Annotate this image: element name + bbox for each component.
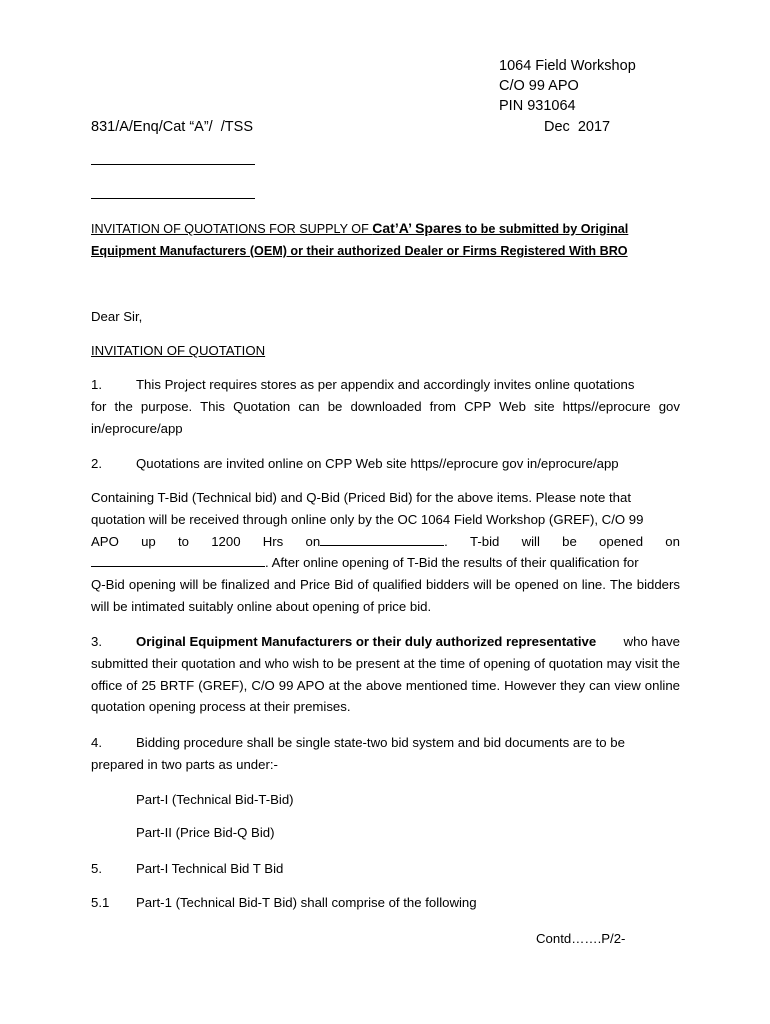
- paragraph-text: Part-I Technical Bid T Bid: [136, 861, 284, 876]
- address-line: C/O 99 APO: [499, 78, 579, 94]
- paragraph-number: 4.: [91, 735, 102, 750]
- addressee-blank-line: [91, 198, 255, 199]
- tbid-date-blank: [91, 554, 265, 567]
- part-item: Part-I (Technical Bid-T-Bid): [136, 792, 294, 807]
- subject-item: Cat’A’ Spares: [372, 220, 462, 236]
- part-item: Part-II (Price Bid-Q Bid): [136, 825, 275, 840]
- subject-line-2: Equipment Manufacturers (OEM) or their authorized Dealer or Firms Registered With BRO: [91, 243, 628, 258]
- reference-number: 831/A/Enq/Cat “A”/ /TSS: [91, 119, 253, 135]
- paragraph-5: [91, 858, 680, 880]
- paragraph-1: [91, 374, 680, 439]
- paragraph-4: [91, 732, 680, 776]
- paragraph-text: Part-1 (Technical Bid-T Bid) shall comprise of the following: [136, 895, 477, 910]
- paragraph-number: 3.: [91, 634, 102, 649]
- address-line: 1064 Field Workshop: [499, 58, 636, 74]
- letter-date: Dec 2017: [544, 119, 611, 135]
- paragraph-line: Containing T-Bid (Technical bid) and Q-Bid (Priced Bid) for the above items. Please note that: [91, 490, 631, 505]
- paragraph-number: 1.: [91, 377, 102, 392]
- paragraph-line-with-date-blank: APO up to 1200 Hrs on . T-bid will be opened on: [91, 533, 680, 549]
- salutation: Dear Sir,: [91, 309, 143, 324]
- section-heading: INVITATION OF QUOTATION: [91, 343, 266, 358]
- paragraph-text: Quotations are invited online on CPP Web site https//eprocure gov in/eprocure/app: [136, 456, 619, 471]
- paragraph-line: quotation will be received through online only by the OC 1064 Field Workshop (GREF), C/O 99: [91, 511, 644, 527]
- paragraph-2-continued: [91, 487, 680, 618]
- paragraph-continuation: for the purpose. This Quotation can be downloaded from CPP Web site https//eprocure gov in/eprocure/app: [91, 398, 680, 436]
- subject-line-1: INVITATION OF QUOTATIONS FOR SUPPLY OF Cat’A’ Spares to be submitted by Original: [91, 220, 629, 236]
- address-line: PIN 931064: [499, 98, 576, 114]
- paragraph-number: 5.: [91, 861, 102, 876]
- paragraph-3: [91, 631, 680, 718]
- opening-date-blank: [320, 533, 444, 546]
- paragraph-first-line: Original Equipment Manufacturers or their duly authorized representative who have: [136, 631, 680, 653]
- paragraph-continuation: prepared in two parts as under:-: [91, 756, 278, 772]
- address-block: [499, 56, 636, 116]
- paragraph-continuation: Q-Bid opening will be finalized and Price Bid of qualified bidders will be opened on line. The bidders will be intimated suitably online about opening of price bid.: [91, 577, 680, 614]
- paragraph-bold-text: Original Equipment Manufacturers or their duly authorized representative: [136, 634, 597, 649]
- paragraph-first-line: This Project requires stores as per appendix and accordingly invites online quotations: [136, 377, 635, 392]
- paragraph-2: [91, 453, 680, 475]
- paragraph-line-with-tbid-blank: . After online opening of T-Bid the results of their qualification for: [91, 552, 680, 574]
- subject: [91, 218, 651, 263]
- paragraph-continuation: submitted their quotation and who wish to be present at the time of opening of quotation may visit the office of 25 BRTF (GREF), C/O 99 APO at the above mentioned time. However they can view online quotation opening process at their premises.: [91, 655, 680, 715]
- paragraph-5-1: [91, 892, 680, 914]
- paragraph-number: 5.1: [91, 895, 110, 910]
- paragraph-number: 2.: [91, 456, 102, 471]
- paragraph-first-line: Bidding procedure shall be single state-two bid system and bid documents are to be: [136, 735, 625, 750]
- continuation-note: Contd…….P/2-: [536, 931, 626, 946]
- addressee-blank-line: [91, 164, 255, 165]
